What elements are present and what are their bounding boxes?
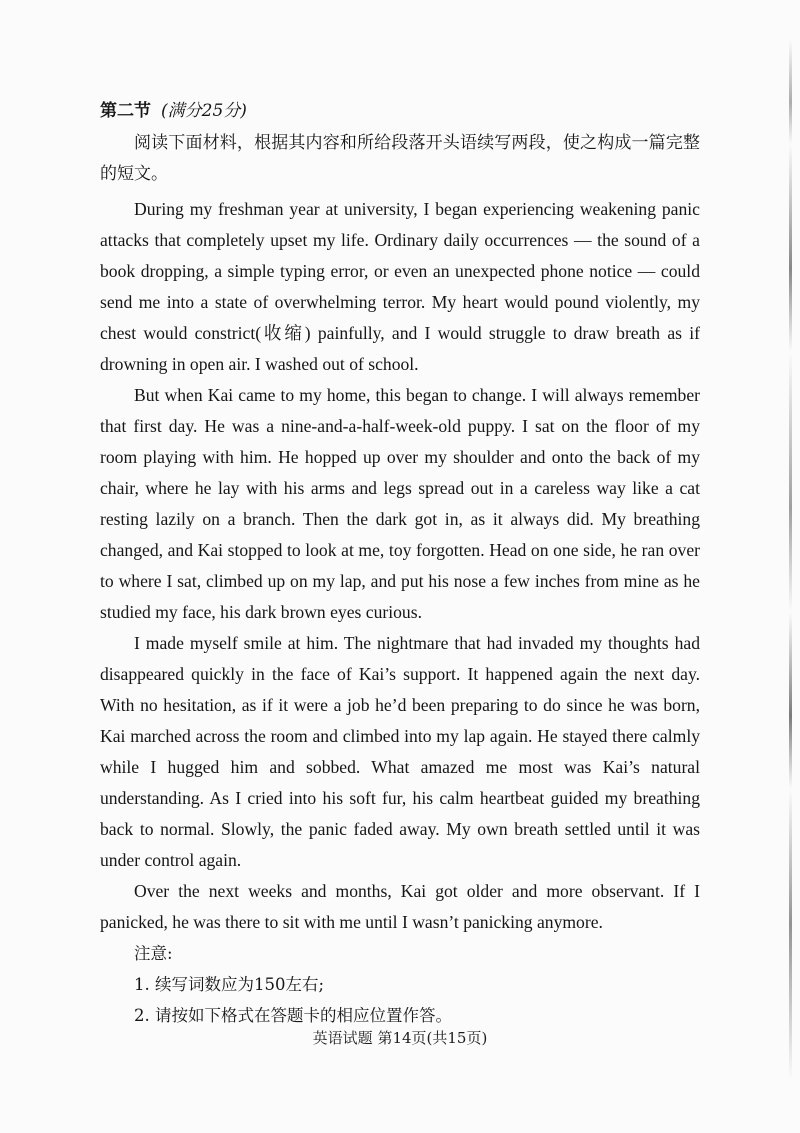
section-score: (满分25分) <box>161 101 247 121</box>
section-title: 第二节 <box>100 101 151 121</box>
section-heading <box>100 96 700 128</box>
notes-heading: 注意: <box>134 944 173 963</box>
passage-paragraph-1: During my freshman year at university, I began experiencing weakening panic attacks that completely upset my life. Ordinary daily occurrences — the sound of a book dropping, a simple typing error, or even an unexpected phone notice — could send me into a state of overwhelming terror. My heart would pound violently, my chest would constrict(收缩) painfully, and I would struggle to draw breath as if drowning in open air. I washed out of school. <box>100 199 700 374</box>
passage-paragraph-2: But when Kai came to my home, this began to change. I will always remember that first day. He was a nine-and-a-half-week-old puppy. I sat on the floor of my room playing with him. He hopped up over my shoulder and onto the back of my chair, where he lay with his arms and legs spread out in a careless way like a cat resting lazily on a branch. Then the dark got in, as it always did. My breathing changed, and Kai stopped to look at me, toy forgotten. Head on one side, he ran over to where I sat, climbed up on my lap, and put his nose a few inches from mine as he studied my face, his dark brown eyes curious. <box>100 385 700 622</box>
scan-edge-shadow <box>789 40 792 1080</box>
instruction-text: 阅读下面材料，根据其内容和所给段落开头语续写两段，使之构成一篇完整的短文。 <box>100 133 700 184</box>
note-item-2: 2. 请按如下格式在答题卡的相应位置作答。 <box>134 1006 452 1025</box>
passage-paragraph-3: I made myself smile at him. The nightmare that had invaded my thoughts had disappeared quickly in the face of Kai’s support. It happened again the next day. With no hesitation, as if it were a job he’d been preparing to do since he was born, Kai marched across the room and climbed into my lap again. He stayed there calmly while I hugged him and sobbed. What amazed me most was Kai’s natural understanding. As I cried into his soft fur, his calm heartbeat guided my breathing back to normal. Slowly, the panic faded away. My own breath settled until it was under control again. <box>100 633 700 870</box>
note-item-1: 1. 续写词数应为150左右; <box>134 975 325 994</box>
page-content <box>100 96 700 1031</box>
passage-paragraph-4: Over the next weeks and months, Kai got older and more observant. If I panicked, he was there to sit with me until I wasn’t panicking anymore. <box>100 881 700 932</box>
page-footer: 英语试题 第14页(共15页) <box>312 1029 488 1047</box>
